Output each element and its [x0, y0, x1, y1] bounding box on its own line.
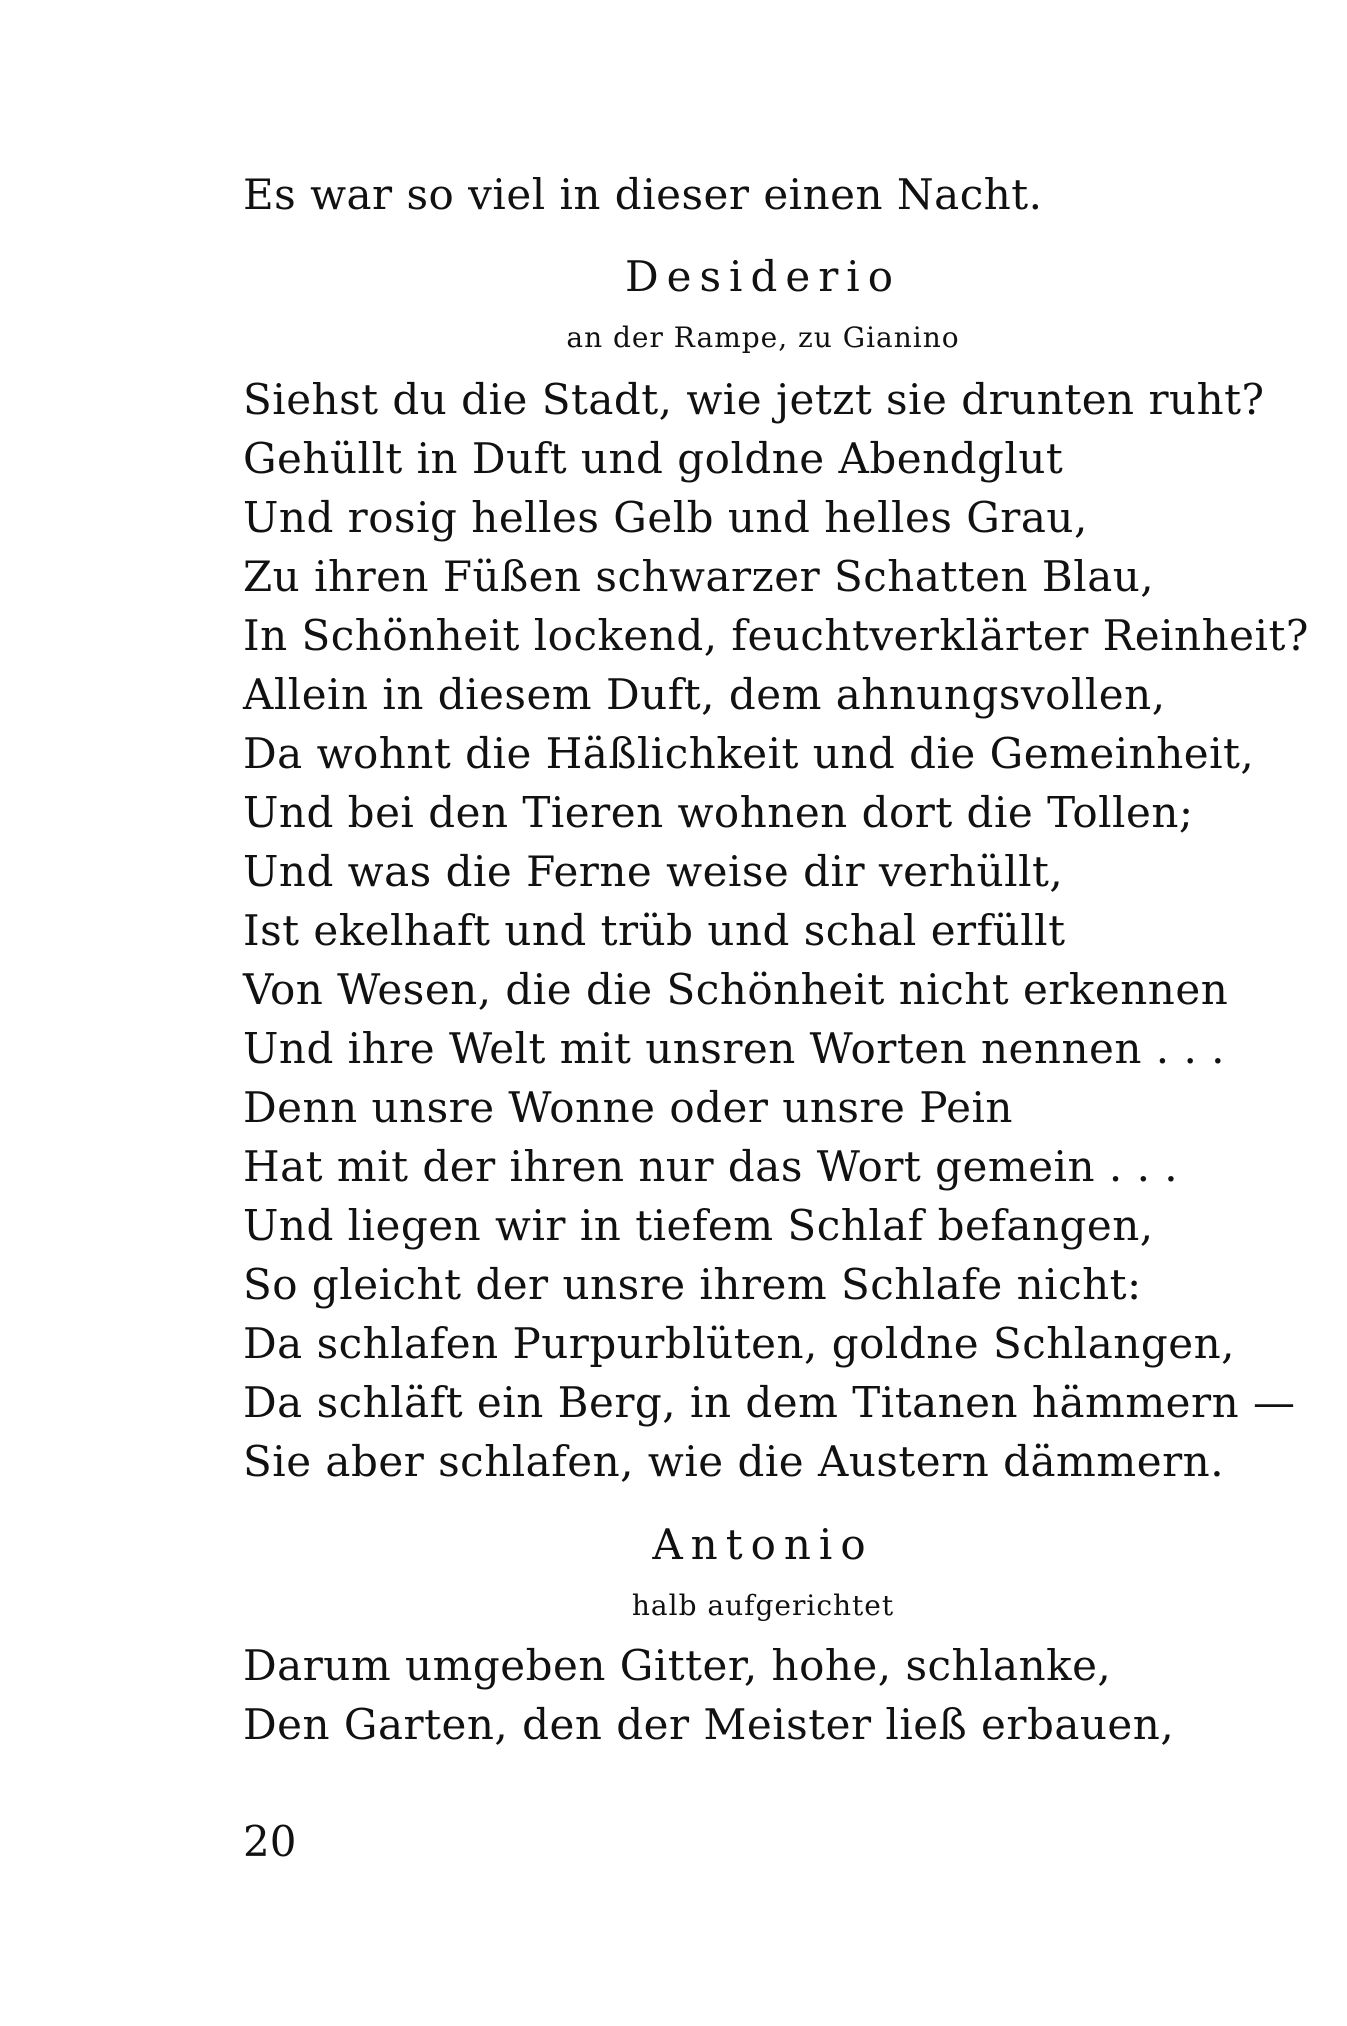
verse-line: Gehüllt in Duft und goldne Abendglut — [243, 434, 1064, 483]
stage-direction-1: an der Rampe, zu Gianino — [566, 321, 960, 354]
verse-line: Zu ihren Füßen schwarzer Schatten Blau, — [243, 552, 1155, 601]
verse-line: Siehst du die Stadt, wie jetzt sie drunten ruht? — [243, 375, 1265, 424]
verse-line: Allein in diesem Duft, dem ahnungsvollen, — [243, 670, 1166, 719]
verse-line: Und bei den Tieren wohnen dort die Tollen; — [243, 788, 1194, 837]
verse-line: In Schönheit lockend, feuchtverklärter Reinheit? — [243, 611, 1309, 660]
verse-line: Da wohnt die Häßlichkeit und die Gemeinheit, — [243, 729, 1255, 778]
stage-direction-2: halb aufgerichtet — [631, 1589, 895, 1622]
verse-line: Sie aber schlafen, wie die Austern dämmern. — [243, 1437, 1225, 1486]
verse-line: Hat mit der ihren nur das Wort gemein . . . — [243, 1142, 1179, 1191]
verse-line: Darum umgeben Gitter, hohe, schlanke, — [243, 1641, 1112, 1690]
verse-line: Den Garten, den der Meister ließ erbauen, — [243, 1700, 1175, 1749]
verse-line: So gleicht der unsre ihrem Schlafe nicht: — [243, 1260, 1142, 1309]
verse-line: Und ihre Welt mit unsren Worten nennen . . . — [243, 1024, 1226, 1073]
verse-line: Von Wesen, die die Schönheit nicht erkennen — [243, 965, 1229, 1014]
page-number: 20 — [243, 1817, 297, 1866]
speaker-name-desiderio: Desiderio — [624, 252, 902, 301]
verse-line: Und was die Ferne weise dir verhüllt, — [243, 847, 1064, 896]
verse-line: Ist ekelhaft und trüb und schal erfüllt — [243, 906, 1066, 955]
verse-line: Und liegen wir in tiefem Schlaf befangen, — [243, 1201, 1154, 1250]
opening-line: Es war so viel in dieser einen Nacht. — [243, 170, 1043, 219]
verse-line: Da schlafen Purpurblüten, goldne Schlangen, — [243, 1319, 1235, 1368]
speaker-name-antonio: Antonio — [652, 1520, 874, 1569]
verse-line: Und rosig helles Gelb und helles Grau, — [243, 493, 1088, 542]
verse-line: Da schläft ein Berg, in dem Titanen hämmern — — [243, 1378, 1296, 1427]
verse-line: Denn unsre Wonne oder unsre Pein — [243, 1083, 1013, 1132]
